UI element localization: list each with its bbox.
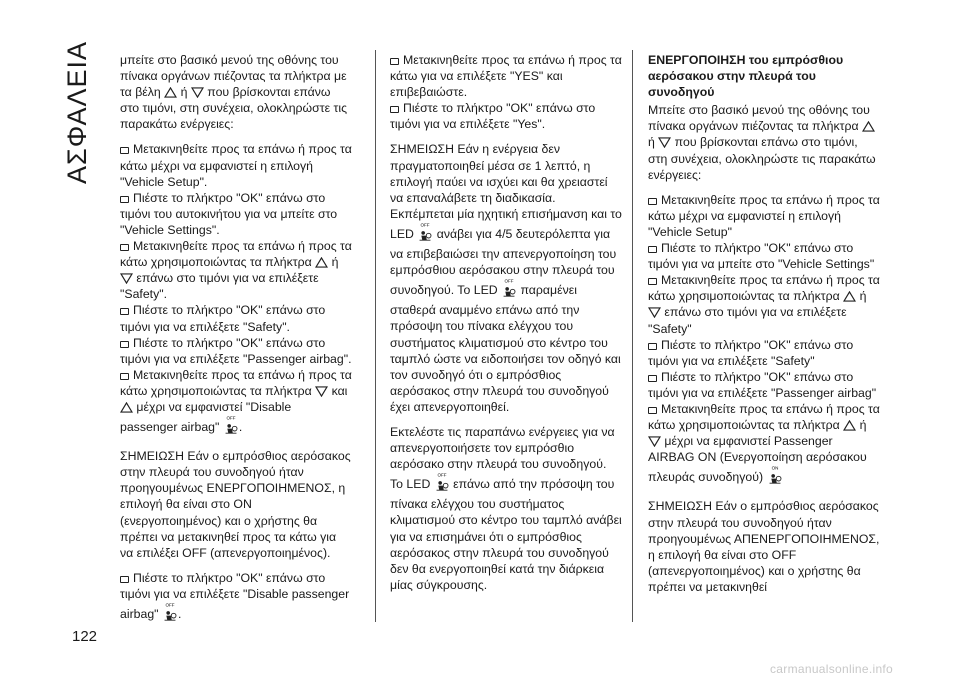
step-item: Μετακινηθείτε προς τα επάνω ή προς τα κάτω μέχρι να εμφανιστεί η επιλογή "Vehicle Setup" (648, 192, 880, 239)
checkbox-bullet-icon (648, 343, 657, 350)
step-item: Μετακινηθείτε προς τα επάνω ή προς τα κάτω χρησιμοποιώντας τα πλήκτρα και μέχρι να εμφανιστεί "Disable passenger airbag" OFF . (120, 367, 352, 439)
svg-text:ON: ON (771, 465, 778, 471)
airbag-off-icon (417, 222, 433, 246)
column-divider (375, 50, 376, 622)
checkbox-bullet-icon (120, 576, 129, 583)
checkbox-bullet-icon (120, 308, 129, 315)
step-item: Μετακινηθείτε προς τα επάνω ή προς τα κάτω μέχρι να εμφανιστεί η επιλογή "Vehicle Setup". (120, 142, 352, 189)
checkbox-bullet-icon (648, 375, 657, 382)
svg-text:OFF: OFF (165, 602, 175, 608)
arrow-down-icon (315, 386, 328, 397)
section-heading: ΕΝΕΡΓΟΠΟΙΗΣΗ του εμπρόσθιου αερόσακου στην πλευρά του συνοδηγού (648, 53, 844, 100)
section-title: ΑΣΦΑΛΕΙΑ (62, 40, 92, 184)
step-item: Πιέστε το πλήκτρο "OK" επάνω στο τιμόνι για να επιλέξετε "Safety". (120, 303, 326, 334)
step-item: Πιέστε το πλήκτρο "OK" επάνω στο τιμόνι για να επιλέξετε "Safety" (648, 337, 854, 368)
step-item: Πιέστε το πλήκτρο "OK" επάνω στο τιμόνι για να επιλέξετε "Passenger airbag". (120, 335, 352, 366)
arrow-down-icon (191, 87, 204, 98)
step-item: Μετακινηθείτε προς τα επάνω ή προς τα κάτω για να επιλέξετε "YES" και επιβεβαιώστε. (390, 53, 622, 100)
step-item: Πιέστε το πλήκτρο "OK" επάνω στο τιμόνι για να επιλέξετε "Disable passenger airbag" OFF . (120, 570, 352, 626)
checkbox-bullet-icon (120, 244, 129, 251)
airbag-on-icon (767, 465, 783, 489)
checkbox-bullet-icon (648, 246, 657, 253)
arrow-up-icon (843, 291, 856, 302)
svg-text:OFF: OFF (420, 222, 430, 228)
arrow-down-icon (648, 436, 661, 447)
step-item: Πιέστε το πλήκτρο "OK" επάνω στο τιμόνι για να επιλέξετε "Passenger airbag" (648, 369, 877, 400)
text-column-1 (120, 52, 352, 635)
arrow-up-icon (315, 257, 328, 268)
checkbox-bullet-icon (648, 407, 657, 414)
arrow-down-icon (648, 307, 661, 318)
checkbox-bullet-icon (390, 106, 399, 113)
checkbox-bullet-icon (648, 278, 657, 285)
airbag-off-icon (501, 278, 517, 302)
checkbox-bullet-icon (120, 196, 129, 203)
text-column-2 (390, 52, 622, 602)
step-item: Πιέστε το πλήκτρο "OK" επάνω στο τιμόνι για να μπείτε στο "Vehicle Settings" (648, 241, 875, 272)
note-paragraph: ΣΗΜΕΙΩΣΗ Εάν ο εμπρόσθιος αερόσακος στην πλευρά του συνοδηγού ήταν προηγουμένως ΑΠΕΝΕΡΓΟΠΟΙΗΜΕΝΟΣ, η επιλογή θα είναι στο OFF (απενεργοποιημένος) και ο χρήστης θα πρέπει να μετακινηθεί (648, 499, 880, 594)
watermark: carmanualsonline.info (770, 662, 894, 676)
arrow-up-icon (862, 121, 875, 132)
step-item: Μετακινηθείτε προς τα επάνω ή προς τα κάτω χρησιμοποιώντας τα πλήκτρα ή μέχρι να εμφανιστεί Passenger AIRBAG ON (Ενεργοποίηση αερόσακου πλευράς συνοδηγού) ON (648, 401, 880, 489)
checkbox-bullet-icon (120, 147, 129, 154)
step-item: Μετακινηθείτε προς τα επάνω ή προς τα κάτω χρησιμοποιώντας τα πλήκτρα ή επάνω στο τιμόνι για να επιλέξετε "Safety". (120, 239, 352, 302)
airbag-off-icon (223, 415, 239, 439)
step-item: Μετακινηθείτε προς τα επάνω ή προς τα κάτω χρησιμοποιώντας τα πλήκτρα ή επάνω στο τιμόνι για να επιλέξετε "Safety" (648, 273, 880, 336)
step-item: Πιέστε το πλήκτρο "OK" επάνω στο τιμόνι του αυτοκινήτου για να μπείτε στο "Vehicle Settings". (120, 190, 338, 237)
checkbox-bullet-icon (120, 341, 129, 348)
airbag-off-icon (162, 602, 178, 626)
arrow-down-icon (120, 273, 133, 284)
arrow-up-icon (120, 402, 133, 413)
svg-text:OFF: OFF (437, 472, 447, 478)
checkbox-bullet-icon (390, 58, 399, 65)
intro-paragraph: Μπείτε στο βασικό μενού της οθόνης του πίνακα οργάνων πιέζοντας τα πλήκτρα ή που βρίσκονται επάνω στο τιμόνι, στη συνέχεια, ολοκληρώστε τις παρακάτω ενέργειες: (648, 103, 876, 182)
airbag-off-icon (434, 472, 450, 496)
page-number: 122 (72, 628, 98, 645)
body-paragraph: Εκτελέστε τις παραπάνω ενέργειες για να απενεργοποιήσετε τον εμπρόσθιο αερόσακο στην πλευρά του συνοδηγού. Το LED OFF επάνω από την πρόσοψη του πίνακα ελέγχου του συστήματος κλιματισμού στο κέντρο του ταμπλό ανάβει για να επισημάνει ότι ο εμπρόσθιος αερόσακος στην πλευρά του συνοδηγού δεν θα ενεργοποιηθεί κατά την διάρκεια μίας σύγκρουσης. (390, 424, 622, 592)
note-paragraph: ΣΗΜΕΙΩΣΗ Εάν η ενέργεια δεν πραγματοποιηθεί μέσα σε 1 λεπτό, η επιλογή παύει να ισχύει και θα χρειαστεί να επαναλάβετε τη διαδικασία. Εκπέμπεται μία ηχητική επισήμανση και το LED OFF ανάβει για 4/5 δευτερόλεπτα για να επιβεβαιώσει την απενεργοποίηση του εμπρόσθιου αερόσακου στην πλευρά του συνοδηγού. Το LED OFF παραμένει σταθερά αναμμένο επάνω από την πρόσοψη του πίνακα ελέγχου του συστήματος κλιματισμού στο κέντρο του ταμπλό ώστε να ειδοποιήσει τον οδηγό και τον συνοδηγό ότι ο εμπρόσθιος αερόσακος στην πλευρά του συνοδηγού έχει απενεργοποιηθεί. (390, 142, 622, 414)
arrow-up-icon (164, 87, 177, 98)
note-paragraph: ΣΗΜΕΙΩΣΗ Εάν ο εμπρόσθιος αερόσακος στην πλευρά του συνοδηγού ήταν προηγουμένως ΕΝΕΡΓΟΠΟΙΗΜΕΝΟΣ, η επιλογή θα είναι στο ON (ενεργοποιημένος) και ο χρήστης θα πρέπει να μετακινηθεί προς τα κάτω για να επιλέξει OFF (απενεργοποιημένος). (120, 449, 351, 560)
text-column-3 (648, 52, 880, 604)
intro-paragraph: μπείτε στο βασικό μενού της οθόνης του πίνακα οργάνων πιέζοντας τα πλήκτρα με τα βέλη ή που βρίσκονται επάνω στο τιμόνι, στη συνέχεια, ολοκληρώστε τις παρακάτω ενέργειες: (120, 53, 348, 132)
step-item: Πιέστε το πλήκτρο "OK" επάνω στο τιμόνι για να επιλέξετε "Yes". (390, 101, 596, 132)
column-divider (632, 50, 633, 622)
checkbox-bullet-icon (120, 373, 129, 380)
arrow-up-icon (843, 420, 856, 431)
checkbox-bullet-icon (648, 198, 657, 205)
svg-text:OFF: OFF (504, 278, 514, 284)
arrow-down-icon (658, 137, 671, 148)
svg-text:OFF: OFF (226, 415, 236, 421)
